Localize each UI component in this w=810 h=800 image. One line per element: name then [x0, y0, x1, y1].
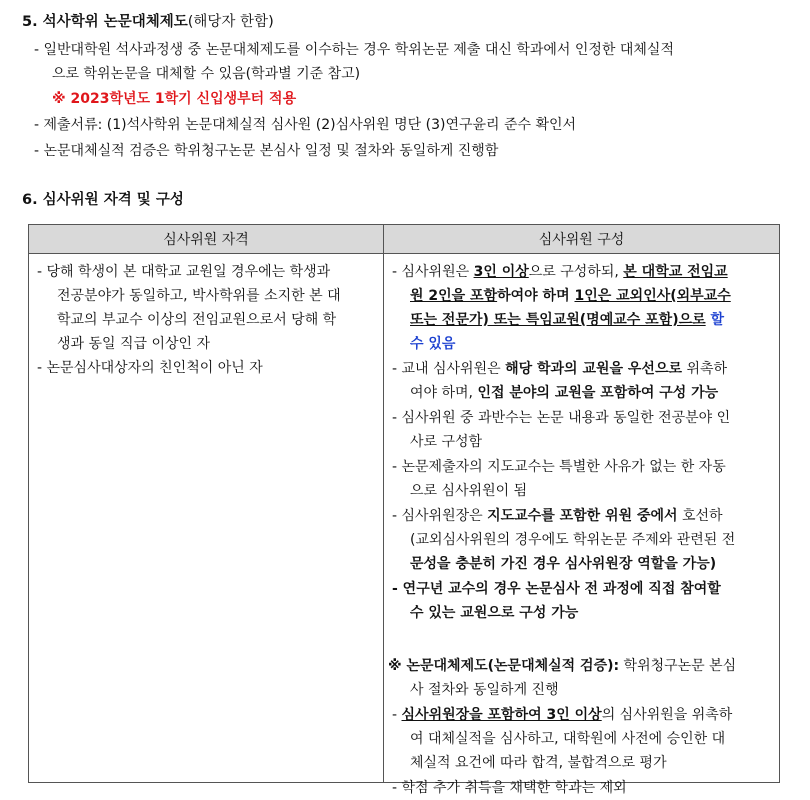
- right-p1-line2: 원 2인을 포함하여야 하며 1인은 교외인사(외부교수: [410, 288, 731, 304]
- right-p7-line1: ※ 논문대체제도(논문대체실적 검증): 학위청구논문 본심: [388, 658, 737, 674]
- right-p5-line3: 문성을 충분히 가진 경우 심사위원장 역할을 가능): [410, 556, 717, 572]
- sec5-line-1a: - 일반대학원 석사과정생 중 논문대체제도를 이수하는 경우 학위논문 제출 대신 학과에서 인정한 대체실적: [34, 42, 674, 58]
- left-a2: 전공분야가 동일하고, 박사학위를 소지한 본 대: [57, 288, 341, 304]
- sec5-red-note: ※ 2023학년도 1학기 신입생부터 적용: [52, 91, 297, 107]
- section-5-title: 5. 석사학위 논문대체제도(해당자 한함): [22, 14, 274, 30]
- composition-cell: [384, 254, 780, 796]
- right-p5-line1: - 심사위원장은 지도교수를 포함한 위원 중에서 호선하: [392, 508, 723, 524]
- right-p8-line3: 체실적 요건에 따라 합격, 불합격으로 평가: [410, 755, 667, 771]
- right-p1-line4: 수 있음: [410, 336, 456, 352]
- left-a4: 생과 동일 직급 이상인 자: [57, 336, 211, 352]
- section-6-title: 6. 심사위원 자격 및 구성: [22, 192, 184, 208]
- right-p4-line2: 으로 심사위원이 됨: [410, 483, 528, 499]
- qualification-cell: [29, 254, 384, 783]
- right-p3-line1: - 심사위원 중 과반수는 논문 내용과 동일한 전공분야 인: [392, 410, 731, 426]
- sec5-line-1b: 으로 학위논문을 대체할 수 있음(학과별 기준 참고): [52, 66, 361, 82]
- col-composition-header: 심사위원 구성: [384, 225, 780, 254]
- right-p2-line1: - 교내 심사위원은 해당 학과의 교원을 우선으로 위촉하: [392, 361, 728, 377]
- sec5-line-3: - 논문대체실적 검증은 학위청구논문 본심사 일정 및 절차와 동일하게 진행함: [34, 143, 499, 159]
- left-b1: - 논문심사대상자의 친인척이 아닌 자: [37, 360, 263, 376]
- right-p6-line1: - 연구년 교수의 경우 논문심사 전 과정에 직접 참여할: [392, 581, 721, 597]
- right-p2-line2: 여야 하며, 인접 분야의 교원을 포함하여 구성 가능: [410, 385, 719, 401]
- sec5-line-2: - 제출서류: (1)석사학위 논문대체실적 심사원 (2)심사위원 명단 (3)연구윤리 준수 확인서: [34, 117, 577, 133]
- committee-table: [28, 224, 780, 796]
- right-p9-line1: - 학점 추가 취득을 채택한 학과는 제외: [392, 780, 627, 796]
- right-p6-line2: 수 있는 교원으로 구성 가능: [410, 605, 579, 621]
- right-p1-line1: - 심사위원은 3인 이상으로 구성하되, 본 대학교 전임교: [392, 264, 728, 280]
- col-qualification-header: 심사위원 자격: [29, 225, 384, 254]
- right-p5-line2: (교외심사위원의 경우에도 학위논문 주제와 관련된 전: [410, 532, 736, 548]
- right-p8-line1: - 심사위원장을 포함하여 3인 이상의 심사위원을 위촉하: [392, 707, 733, 723]
- right-p3-line2: 사로 구성함: [410, 434, 483, 450]
- right-p8-line2: 여 대체실적을 심사하고, 대학원에 사전에 승인한 대: [410, 731, 726, 747]
- left-a3: 학교의 부교수 이상의 전임교원으로서 당해 학: [57, 312, 337, 328]
- right-p7-line2: 사 절차와 동일하게 진행: [410, 682, 559, 698]
- right-p4-line1: - 논문제출자의 지도교수는 특별한 사유가 없는 한 자동: [392, 459, 726, 475]
- right-p1-line3: 또는 전문가) 또는 특임교원(명예교수 포함)으로 할: [410, 312, 725, 328]
- left-a1: - 당해 학생이 본 대학교 교원일 경우에는 학생과: [37, 264, 331, 280]
